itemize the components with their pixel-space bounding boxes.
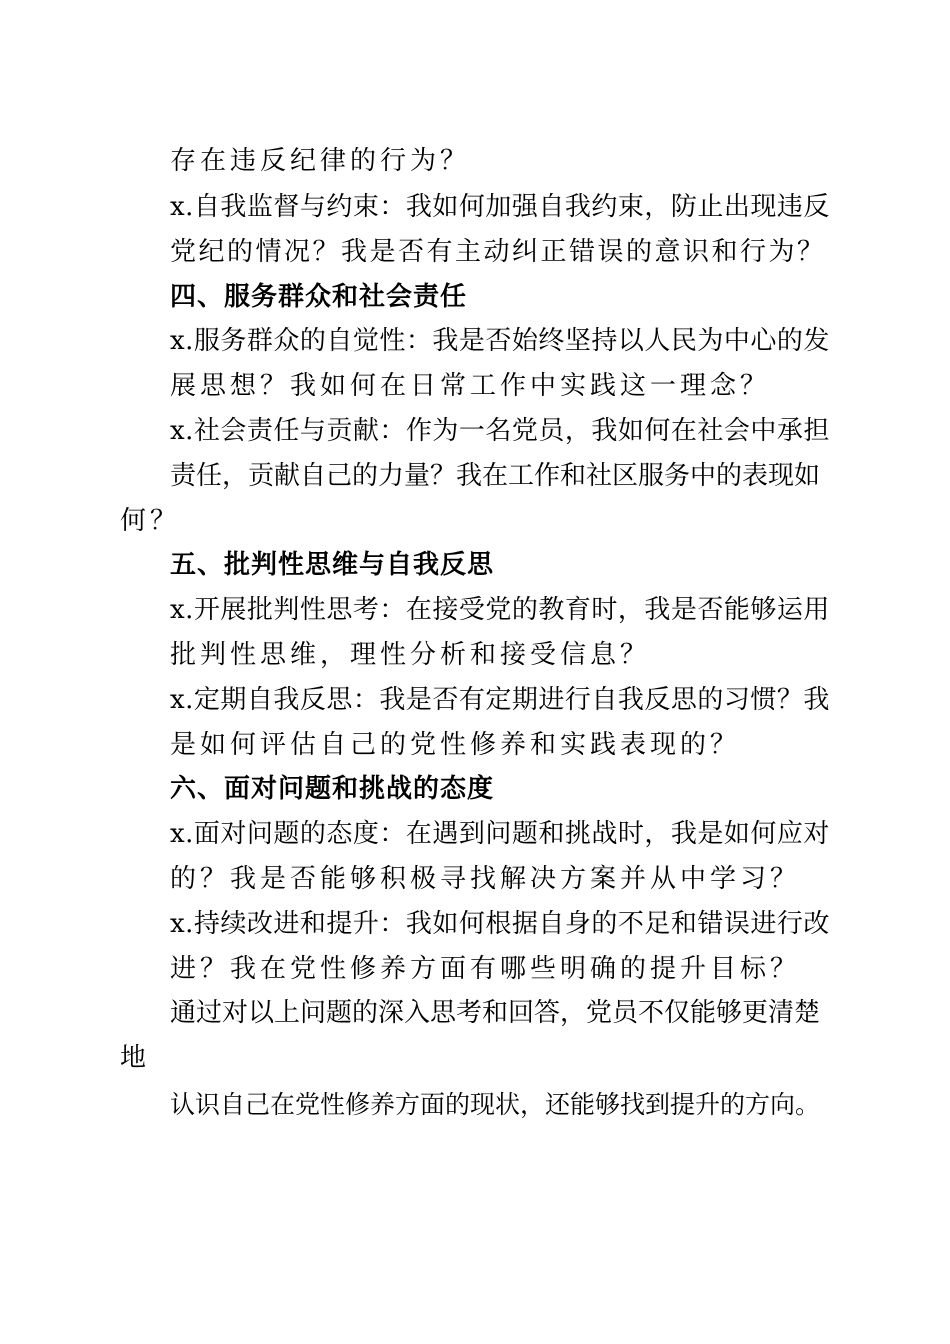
list-item-text: x.自我监督与约束：我如何加强自我约束，防止出现违反 <box>170 192 830 222</box>
section-heading-4: 四、服务群众和社会责任 <box>170 282 468 312</box>
list-item-text: x.定期自我反思：我是否有定期进行自我反思的习惯？我 <box>170 685 830 715</box>
list-item-text: 批判性思维，理性分析和接受信息？ <box>170 640 651 670</box>
list-item-text: 进？我在党性修养方面有哪些明确的提升目标？ <box>170 954 801 984</box>
conclusion-text: 通过对以上问题的深入思考和回答，党员不仅能够更清楚 <box>170 998 821 1028</box>
section-heading-6: 六、面对问题和挑战的态度 <box>170 774 495 804</box>
list-item-text: x.开展批判性思考：在接受党的教育时，我是否能够运用 <box>170 595 830 625</box>
list-item-text: 是如何评估自己的党性修养和实践表现的？ <box>170 730 741 760</box>
list-item-text: 的？我是否能够积极寻找解决方案并从中学习？ <box>170 864 801 894</box>
list-item-text: 展思想？我如何在日常工作中实践这一理念？ <box>170 371 771 401</box>
list-item-text: x.社会责任与贡献：作为一名党员，我如何在社会中承担 <box>170 416 830 446</box>
section-heading-5: 五、批判性思维与自我反思 <box>170 550 495 580</box>
list-item-text: x.面对问题的态度：在遇到问题和挑战时，我是如何应对 <box>170 819 830 849</box>
list-item-text: 何？ <box>120 506 181 536</box>
conclusion-text: 认识自己在党性修养方面的现状，还能够找到提升的方向。 <box>170 1090 821 1119</box>
body-text-line: 存在违反纪律的行为？ <box>170 146 471 176</box>
conclusion-text: 地 <box>120 1043 151 1073</box>
list-item-text: x.服务群众的自觉性：我是否始终坚持以人民为中心的发 <box>170 326 830 356</box>
list-item-text: x.持续改进和提升：我如何根据自身的不足和错误进行改 <box>170 909 830 939</box>
list-item-text: 责任，贡献自己的力量？我在工作和社区服务中的表现如 <box>170 461 821 491</box>
list-item-text: 党纪的情况？我是否有主动纠正错误的意识和行为？ <box>170 237 826 267</box>
